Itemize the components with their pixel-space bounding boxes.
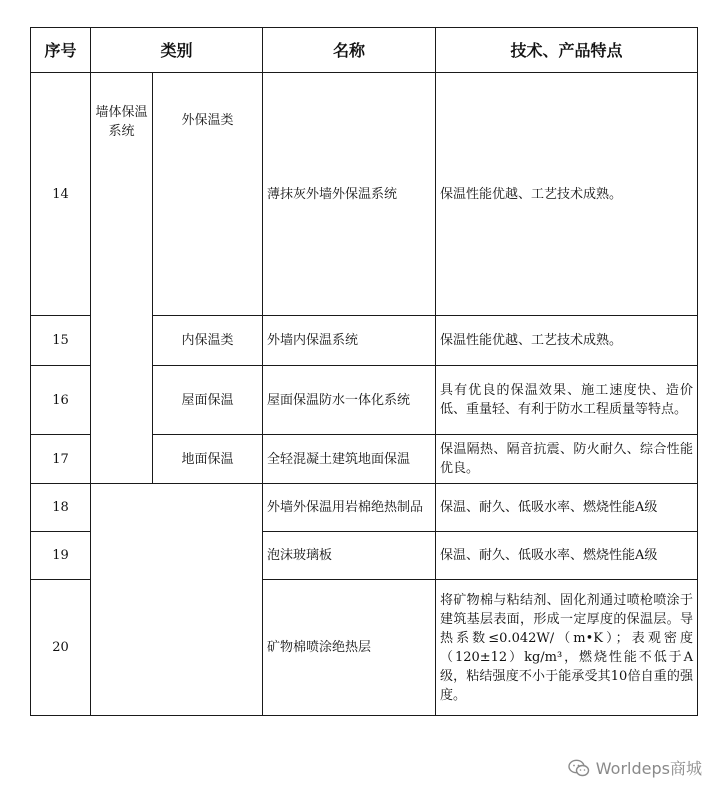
group-category: 墙体保温系统 [91,73,153,484]
sub-category: 地面保温 [153,435,263,484]
product-table [30,27,698,716]
watermark [568,756,702,779]
row-num: 17 [31,435,91,484]
watermark-text: Worldeps商城 [595,759,702,778]
row-num: 20 [31,580,91,716]
product-name: 矿物棉喷涂绝热层 [263,580,436,716]
product-name: 外墙内保温系统 [263,316,436,366]
product-features: 保温隔热、隔音抗震、防火耐久、综合性能优良。 [436,435,698,484]
header-features: 技术、产品特点 [436,28,698,73]
row-num: 15 [31,316,91,366]
product-name: 全轻混凝土建筑地面保温 [263,435,436,484]
table-row [31,73,698,316]
empty-category-cell [91,484,263,716]
row-num: 19 [31,532,91,580]
product-name: 薄抹灰外墙外保温系统 [263,73,436,316]
header-row [31,28,698,73]
header-num: 序号 [31,28,91,73]
product-features: 具有优良的保温效果、施工速度快、造价低、重量轻、有利于防水工程质量等特点。 [436,366,698,435]
product-features: 将矿物棉与粘结剂、固化剂通过喷枪喷涂于建筑基层表面，形成一定厚度的保温层。导热系数≤0.042W/（m•K）；表观密度（120±12）kg/m³，燃烧性能不低于A级，粘结强度不小于能承受其10倍自重的强度。 [436,580,698,716]
table-row [31,484,698,532]
wechat-icon [568,759,590,777]
product-features: 保温、耐久、低吸水率、燃烧性能A级 [436,484,698,532]
header-category: 类别 [91,28,263,73]
product-features: 保温性能优越、工艺技术成熟。 [436,316,698,366]
product-features: 保温、耐久、低吸水率、燃烧性能A级 [436,532,698,580]
product-name: 外墙外保温用岩棉绝热制品 [263,484,436,532]
header-name: 名称 [263,28,436,73]
product-features: 保温性能优越、工艺技术成熟。 [436,73,698,316]
row-num: 14 [31,73,91,316]
product-name: 屋面保温防水一体化系统 [263,366,436,435]
sub-category: 内保温类 [153,316,263,366]
row-num: 18 [31,484,91,532]
sub-category: 屋面保温 [153,366,263,435]
sub-category: 外保温类 [153,73,263,316]
row-num: 16 [31,366,91,435]
product-name: 泡沫玻璃板 [263,532,436,580]
